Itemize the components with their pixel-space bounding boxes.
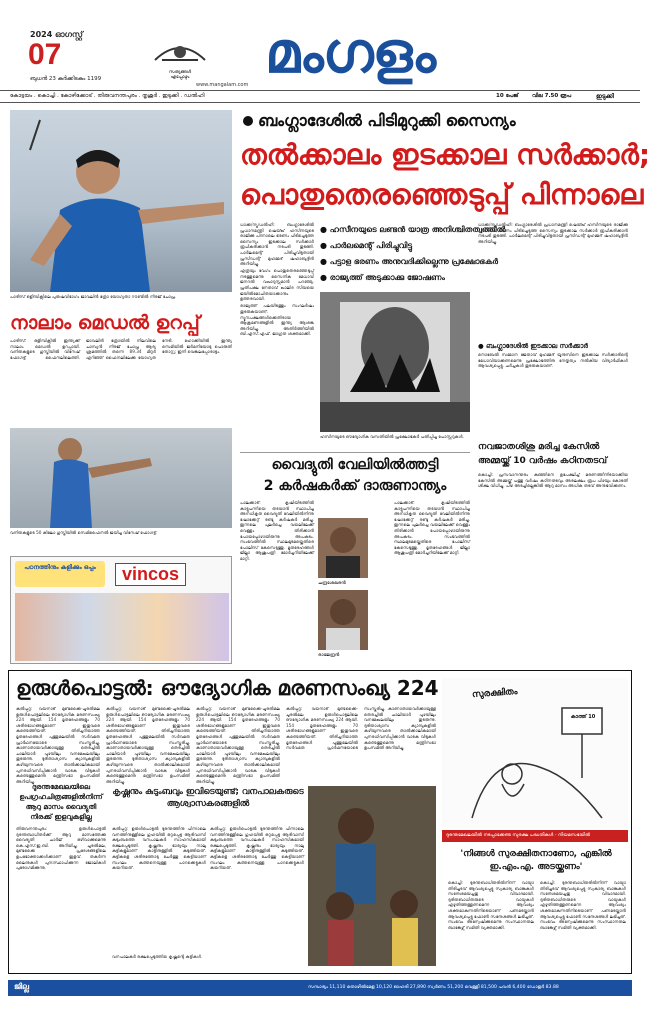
- court-headline-line2: അമ്മയ്ക്ക് 10 വർഷം കഠിനതടവ്: [478, 456, 607, 466]
- cartoon-sign: കാത്ത് 10: [570, 714, 596, 720]
- cartoon-panel: [442, 678, 628, 828]
- date-day: 07: [28, 38, 62, 71]
- court-body: കൊച്ചി: പ്രസവാനന്തരം കുഞ്ഞിനെ ഉപേക്ഷിച്ച് മരണത്തിനിടയാക്കിയ കേസിൽ അമ്മയ്ക്ക് പത്തു വർഷം കഠിനതടവും അരലക്ഷം രൂപ പിഴയും കോടതി ശിക്ഷ വിധിച്ചു. പിഴ അടച്ചില്ലെങ്കിൽ ആറു മാസം അധിക തടവ് അനുഭവിക്കണം.: [478, 472, 628, 489]
- court-headline-line1: നവജാതശിശു മരിച്ച കേസിൽ: [478, 442, 600, 452]
- quote-body-col2: കൊച്ചി: ദുരന്തബാധിതരിൽനിന്ന് വായ്പാ തിരിച്ചടവ് ആവശ്യപ്പെട്ടു സ്വകാര്യ ബാങ്കുകൾ സന്ദേശമയച്ചതു വിവാദമായി. ദുരിതബാധിതരുടെ വായ്പകൾ എഴുതിത്തള്ളണമെന്ന ആവശ്യം ശക്തമാകുന്നതിനിടെയാണ് പണമടയ്ക്കാൻ ആവശ്യപ്പെട്ടു ഫോൺ സന്ദേശങ്ങൾ ലഭിച്ചത്. സംഭവം അന്വേഷിക്കുമെന്നു സംസ്ഥാനതല ബാങ്കേഴ്സ് സമിതി വ്യക്തമാക്കി.: [540, 880, 626, 930]
- emblem-caption: സത്യങ്ങൾ എപ്പോഴും: [168, 70, 192, 80]
- family-body-col1: കൽപ്പറ്റ: ഉരുൾപൊട്ടൽ ദുരന്തത്തിനു പിന്നാലെ വനത്തിനുള്ളിലെ ഗുഹയിൽ ഒറ്റപ്പെട്ട ആദിവാസി കുടുംബത്തെ വനപാലകർ സാഹസികമായി രക്ഷപ്പെടുത്തി. കൃഷ്ണനും ഭാര്യയും നാലു കുട്ടികളുമാണ് കാട്ടിനുള്ളിൽ കുടുങ്ങിയത്. കുട്ടികളെ ശരീരത്തോടു ചേർത്തു കെട്ടിയാണ് സംഘം കുത്തനെയുള്ള പാറക്കെട്ടുകൾ കയറിയത്.: [112, 826, 206, 871]
- lead-bullet: ● രാജ്യത്ത് അടുക്കാക്കു ജോഷണം: [320, 273, 445, 282]
- quote-body-col1: കൊച്ചി: ദുരന്തബാധിതരിൽനിന്ന് വായ്പാ തിരിച്ചടവ് ആവശ്യപ്പെട്ടു സ്വകാര്യ ബാങ്കുകൾ സന്ദേശമയച്ചതു വിവാദമായി. ദുരിതബാധിതരുടെ വായ്പകൾ എഴുതിത്തള്ളണമെന്ന ആവശ്യം ശക്തമാകുന്നതിനിടെയാണ് പണമടയ്ക്കാൻ ആവശ്യപ്പെട്ടു ഫോൺ സന്ദേശങ്ങൾ ലഭിച്ചത്. സംഭവം അന്വേഷിക്കുമെന്നു സംസ്ഥാനതല ബാങ്കേഴ്സ് സമിതി വ്യക്തമാക്കി.: [448, 880, 534, 930]
- ad-tagline: പഠനത്തിനും കളിക്കും ഒപ്പം: [15, 561, 105, 587]
- victim1-photo: [318, 518, 368, 578]
- landslide-body-col3: കൽപ്പറ്റ: വയനാട് മുണ്ടക്കൈ-ചൂരൽമല ഉരുൾപൊട്ടലിലെ ഔദ്യോഗിക മരണസംഖ്യ 224 ആയി. 154 മൃതദേഹങ്ങളും 70 ശരീരഭാഗങ്ങളുമാണ് ഇതുവരെ കണ്ടെത്തിയത്. തിരിച്ചറിയാത്ത മൃതദേഹങ്ങൾ പുത്തുമലയിൽ സർവമത പ്രാർഥനയോടെ സംസ്കരിച്ചു. കാണാതായവർക്കായുള്ള തെരച്ചിൽ ചാലിയാർ പുഴയിലും വനമേഖലയിലും തുടരുന്നു. ദുരിതാശ്വാസ ക്യാമ്പുകളിൽ കഴിയുന്നവരെ താൽക്കാലികമായി പുനരധിവസിപ്പിക്കാൻ വാടക വീടുകൾ കണ്ടെത്തുമെന്നു മന്ത്രിസഭാ ഉപസമിതി അറിയിച്ചു.: [196, 706, 280, 784]
- cartoon-caption-heading: സുരക്ഷിതം: [471, 687, 518, 701]
- website-url[interactable]: www.mangalam.com: [196, 82, 249, 88]
- quote-headline: 'നിങ്ങൾ സുരക്ഷിതനാണോ, എങ്കിൽ ഇ.എം.എ. അടയ്ക്കണം': [460, 849, 612, 872]
- page-count: 10 പേജ്: [496, 93, 519, 99]
- sports-body: പാരീസ്: ഒളിമ്പിക്സിൽ ഇന്ത്യക്ക് നാലാം മെഡൽ ഉറപ്പായി. വനിതകളുടെ ഗുസ്തിയിൽ വിനേഷ് ഫോഗട്ട് ഫൈനലിലെത്തി. ജാവലിൻ ത്രോയിൽ നിലവിലെ ചാമ്പ്യൻ നീരജ് ചോപ്ര ആദ്യ ശ്രമത്തിൽ തന്നെ 89.34 മീറ്റർ എറിഞ്ഞ് ഫൈനലിലേക്കു യോഗ്യത നേടി. ഹോക്കിയിൽ ഇന്ത്യ സെമിയിൽ ജർമനിയോടു പൊരുതി തോറ്റു; ഇനി വെങ്കലപ്പോരാട്ടം.: [10, 338, 232, 360]
- date-weekday: ബുധൻ 23 കർക്കിടകം 1199: [30, 76, 102, 82]
- landslide-body-col1: കൽപ്പറ്റ: വയനാട് മുണ്ടക്കൈ-ചൂരൽമല ഉരുൾപൊട്ടലിലെ ഔദ്യോഗിക മരണസംഖ്യ 224 ആയി. 154 മൃതദേഹങ്ങളും 70 ശരീരഭാഗങ്ങളുമാണ് ഇതുവരെ കണ്ടെത്തിയത്. തിരിച്ചറിയാത്ത മൃതദേഹങ്ങൾ പുത്തുമലയിൽ സർവമത പ്രാർഥനയോടെ സംസ്കരിച്ചു. കാണാതായവർക്കായുള്ള തെരച്ചിൽ ചാലിയാർ പുഴയിലും വനമേഖലയിലും തുടരുന്നു. ദുരിതാശ്വാസ ക്യാമ്പുകളിൽ കഴിയുന്നവരെ താൽക്കാലികമായി പുനരധിവസിപ്പിക്കാൻ വാടക വീടുകൾ കണ്ടെത്തുമെന്നു മന്ത്രിസഭാ ഉപസമിതി അറിയിച്ചു.: [16, 706, 100, 784]
- lead-bullet: ● ഹസീനയുടെ ലണ്ടൻ യാത്ര അനിശ്ചിതത്വത്തിൽ: [320, 225, 506, 234]
- lead-headline-line2: പൊതുതെരഞ്ഞെടുപ്പ് പിന്നാലെ: [240, 178, 644, 211]
- electrocution-body-col2: പാലക്കാട്: കൃഷിയിടത്തിൽ കാട്ടുപന്നിയെ തടയാൻ സ്ഥാപിച്ച അനധികൃത വൈദ്യുതി വേലിയിൽനിന്നു ഷോക്കേറ്റ് രണ്ടു കർഷകർ മരിച്ചു. ഇന്നലെ പുലർച്ചെ വയലിലേക്ക് വെള്ളം തിരിക്കാൻ പോയപ്പോഴായിരുന്നു അപകടം. സംഭവത്തിൽ സ്ഥലമുടമയ്ക്കെതിരെ പോലീസ് കേസെടുത്തു. മൃതദേഹങ്ങൾ ജില്ലാ ആശുപത്രി മോർച്ചറിയിലേക്ക് മാറ്റി.: [394, 500, 470, 556]
- price: വില 7.50 രൂപ: [532, 93, 572, 99]
- lead-bullet: ● പട്ടാള ഭരണം അനുവദിക്കില്ലെന്നു പ്രക്ഷോഭകർ: [320, 257, 498, 266]
- family-body-col2: കൽപ്പറ്റ: ഉരുൾപൊട്ടൽ ദുരന്തത്തിനു പിന്നാലെ വനത്തിനുള്ളിലെ ഗുഹയിൽ ഒറ്റപ്പെട്ട ആദിവാസി കുടുംബത്തെ വനപാലകർ സാഹസികമായി രക്ഷപ്പെടുത്തി. കൃഷ്ണനും ഭാര്യയും നാലു കുട്ടികളുമാണ് കാട്ടിനുള്ളിൽ കുടുങ്ങിയത്. കുട്ടികളെ ശരീരത്തോടു ചേർത്തു കെട്ടിയാണ് സംഘം കുത്തനെയുള്ള പാറക്കെട്ടുകൾ കയറിയത്.: [210, 826, 304, 871]
- power-sub-body: തിരുവനന്തപുരം: ഉരുൾപൊട്ടൽ ദുരന്തബാധിതർക്ക് ആറു മാസത്തേക്കു വൈദ്യുതി ചാർജ് ഒഴിവാക്കുമെന്നു കെ.എസ്.ഇ.ബി. അറിയിച്ചു. ചൂരൽമല, മുണ്ടക്കൈ പ്രദേശങ്ങളിലെ ഉപഭോക്താക്കൾക്കാണ് ഇളവ്. തകർന്ന ലൈനുകൾ പുനഃസ്ഥാപിക്കുന്ന ജോലികൾ പുരോഗമിക്കുന്നു.: [16, 826, 106, 871]
- lead-kicker-dot: [243, 116, 253, 126]
- electrocution-headline-line2: 2 കർഷകർക്ക് ദാരുണാന്ത്യം: [263, 478, 447, 494]
- victim2-photo: [318, 590, 368, 650]
- masthead-title: മംഗളം: [264, 21, 436, 86]
- javelin-photo-caption: പാരീസ് ഒളിമ്പിക്സിലെ പുരുഷവിഭാഗം ജാവലിൻ ത്രോ യോഗ്യതാ റൗണ്ടിൽ നീരജ് ചോപ്ര.: [10, 294, 177, 299]
- edition-name: ഇടുക്കി: [596, 93, 614, 100]
- footer-bar: [8, 980, 632, 996]
- masthead: [0, 0, 640, 104]
- editions-list: കോട്ടയം . കൊച്ചി . കോഴിക്കോട് . തിരുവനന്തപുരം . തൃശൂർ . ഇടുക്കി . ഡൽഹി: [10, 93, 205, 99]
- wrestling-photo-caption: വനിതകളുടെ 50 കിലോ ഗുസ്തിയിൽ സെമിഫൈനൽ ജയിച്ച വിനേഷ് ഫോഗട്ട്.: [10, 530, 158, 535]
- footer-index: സമ്പാദ്യം 11,110 തൊഴിൽമേള 10,120 ഓഹരി 27,890 സ്വർണം 51,200 വെള്ളി 81,500 പവൻ 6,400 ഡോളർ 83.88: [308, 985, 559, 990]
- lead-bullet: ● പാർലമെന്റ് പിരിച്ചുവിട്ടു: [320, 241, 413, 250]
- landslide-body-col2: കൽപ്പറ്റ: വയനാട് മുണ്ടക്കൈ-ചൂരൽമല ഉരുൾപൊട്ടലിലെ ഔദ്യോഗിക മരണസംഖ്യ 224 ആയി. 154 മൃതദേഹങ്ങളും 70 ശരീരഭാഗങ്ങളുമാണ് ഇതുവരെ കണ്ടെത്തിയത്. തിരിച്ചറിയാത്ത മൃതദേഹങ്ങൾ പുത്തുമലയിൽ സർവമത പ്രാർഥനയോടെ സംസ്കരിച്ചു. കാണാതായവർക്കായുള്ള തെരച്ചിൽ ചാലിയാർ പുഴയിലും വനമേഖലയിലും തുടരുന്നു. ദുരിതാശ്വാസ ക്യാമ്പുകളിൽ കഴിയുന്നവരെ താൽക്കാലികമായി പുനരധിവസിപ്പിക്കാൻ വാടക വീടുകൾ കണ്ടെത്തുമെന്നു മന്ത്രിസഭാ ഉപസമിതി അറിയിച്ചു.: [106, 706, 190, 784]
- footer-label: ജില്ല: [14, 982, 29, 991]
- hasina-poster-photo: [320, 292, 470, 432]
- landslide-body-col4: കൽപ്പറ്റ: വയനാട് മുണ്ടക്കൈ-ചൂരൽമല ഉരുൾപൊട്ടലിലെ ഔദ്യോഗിക മരണസംഖ്യ 224 ആയി. 154 മൃതദേഹങ്ങളും 70 ശരീരഭാഗങ്ങളുമാണ് ഇതുവരെ കണ്ടെത്തിയത്. തിരിച്ചറിയാത്ത മൃതദേഹങ്ങൾ പുത്തുമലയിൽ സർവമത പ്രാർഥനയോടെ സംസ്കരിച്ചു. കാണാതായവർക്കായുള്ള തെരച്ചിൽ ചാലിയാർ പുഴയിലും വനമേഖലയിലും തുടരുന്നു. ദുരിതാശ്വാസ ക്യാമ്പുകളിൽ കഴിയുന്നവരെ താൽക്കാലികമായി പുനരധിവസിപ്പിക്കാൻ വാടക വീടുകൾ കണ്ടെത്തുമെന്നു മന്ത്രിസഭാ ഉപസമിതി അറിയിച്ചു.: [286, 706, 436, 751]
- lead-side-headline: ● ബംഗ്ലാദേശിൽ ഇടക്കാല സർക്കാർ: [478, 342, 588, 350]
- tribal-family-photo: [308, 786, 436, 966]
- family-headline: കൃഷ്ണനും കുടുംബവും ഇവിടെയുണ്ട്; വനപാലകരുടെ ആശ്വാസകരങ്ങളിൽ: [112, 787, 304, 809]
- landslide-headline: ഉരുൾപൊട്ടൽ: ഔദ്യോഗിക മരണസംഖ്യ 224: [16, 676, 439, 700]
- lead-body-col1: ധാക്ക/ന്യൂഡൽഹി: ബംഗ്ലാദേശിൽ പ്രധാനമന്ത്രി ഷെയ്ഖ് ഹസീനയുടെ രാജിക്കു പിന്നാലെ ഭരണം പിടിച്ചെടുത്ത സൈന്യം ഇടക്കാല സർക്കാർ രൂപീകരിക്കാൻ നടപടി തുടങ്ങി. പാർലമെന്റ് പിരിച്ചുവിട്ടതായി പ്രസിഡന്റ് മുഹമ്മദ് ഷഹാബുദ്ദീൻ അറിയിച്ചു. എത്രയും വേഗം പൊതുതെരഞ്ഞെടുപ്പ് നടത്തുമെന്നു സൈനിക മേധാവി ജനറൽ വഖാറുസ്സമാൻ പറഞ്ഞു. പ്രതിപക്ഷ നേതാവ് ഖാലിദ സിയയെ ജയിൽമോചിതയാക്കാനും ഉത്തരവായി. രാജ്യത്ത് പലയിടത്തും സംഘർഷം തുടരുകയാണ്. ന്യൂനപക്ഷങ്ങൾക്കെതിരായ ആക്രമണങ്ങളിൽ ഇന്ത്യ ആശങ്ക അറിയിച്ചു. അതിർത്തിയിൽ ബി.എസ്.എഫ്. ജാഗ്രത ശക്തമാക്കി.: [240, 222, 314, 337]
- victim1-caption: ചന്ദ്രശേഖരൻ: [318, 581, 346, 586]
- lead-bullets: [320, 222, 506, 286]
- power-subheadline: ദുരന്തമേഖലയിലെ ഉപഗ്രഹചിത്രങ്ങളിൽനിന്ന് ആറു മാസം വൈദ്യുതി നിരക്ക് ഇളവുകളില്ല: [19, 783, 103, 821]
- cartoon-credit-bar: [442, 830, 628, 842]
- emblem-logo: [150, 38, 210, 78]
- victim2-caption: രാജേന്ദ്രൻ: [318, 653, 340, 658]
- electrocution-headline-line1: വൈദ്യുതി വേലിയിൽത്തട്ടി: [271, 457, 439, 473]
- electrocution-body-col1: പാലക്കാട്: കൃഷിയിടത്തിൽ കാട്ടുപന്നിയെ തടയാൻ സ്ഥാപിച്ച അനധികൃത വൈദ്യുതി വേലിയിൽനിന്നു ഷോക്കേറ്റ് രണ്ടു കർഷകർ മരിച്ചു. ഇന്നലെ പുലർച്ചെ വയലിലേക്ക് വെള്ളം തിരിക്കാൻ പോയപ്പോഴായിരുന്നു അപകടം. സംഭവത്തിൽ സ്ഥലമുടമയ്ക്കെതിരെ പോലീസ് കേസെടുത്തു. മൃതദേഹങ്ങൾ ജില്ലാ ആശുപത്രി മോർച്ചറിയിലേക്ക് മാറ്റി.: [240, 500, 314, 561]
- date-year-month: 2024 ഓഗസ്റ്റ്: [30, 30, 83, 39]
- ad-kids-image: [15, 593, 229, 661]
- wrestling-photo: [10, 428, 232, 528]
- sports-headline: നാലാം മെഡൽ ഉറപ്പ്: [10, 312, 200, 334]
- cartoon-credit: ദുരന്തമേഖലയിൽ നടപ്പാക്കേണ്ട സുരക്ഷ പദ്ധതികൾ - നിയമസഭയിൽ: [446, 833, 591, 838]
- lead-side-body: നൊബേൽ സമ്മാന ജേതാവ് മുഹമ്മദ് യൂനുസിനെ ഇടക്കാല സർക്കാരിന്റെ മേധാവിയാക്കണമെന്നു പ്രക്ഷോഭത്തിനു നേതൃത്വം നൽകിയ വിദ്യാർഥികൾ ആവശ്യപ്പെട്ടു. ചർച്ചകൾ തുടരുകയാണ്.: [478, 352, 628, 369]
- ad-brand: vincos: [115, 563, 186, 586]
- hasina-photo-caption: ഹസീനയുടെ ഔദ്യോഗിക വസതിയിൽ പ്രക്ഷോഭകർ പതിപ്പിച്ച പോസ്റ്ററുകൾ.: [320, 434, 465, 439]
- vincos-ad[interactable]: [10, 556, 232, 664]
- lead-side-text: ധാക്ക/ന്യൂഡൽഹി: ബംഗ്ലാദേശിൽ പ്രധാനമന്ത്രി ഷെയ്ഖ് ഹസീനയുടെ രാജിക്കു പിന്നാലെ ഭരണം പിടിച്ചെടുത്ത സൈന്യം ഇടക്കാല സർക്കാർ രൂപീകരിക്കാൻ നടപടി തുടങ്ങി. പാർലമെന്റ് പിരിച്ചുവിട്ടതായി പ്രസിഡന്റ് മുഹമ്മദ് ഷഹാബുദ്ദീൻ അറിയിച്ചു.: [478, 222, 628, 244]
- lead-headline-line1: തൽക്കാലം ഇടക്കാല സർക്കാർ;: [240, 138, 650, 171]
- family-photo-caption: വനപാലകർ രക്ഷപ്പെടുത്തിയ കൃഷ്ണന്റെ കുട്ടികൾ.: [112, 954, 203, 959]
- lead-kicker: ബംഗ്ലാദേശിൽ പിടിമുറുക്കി സൈന്യം: [258, 111, 516, 130]
- javelin-photo: [10, 110, 232, 292]
